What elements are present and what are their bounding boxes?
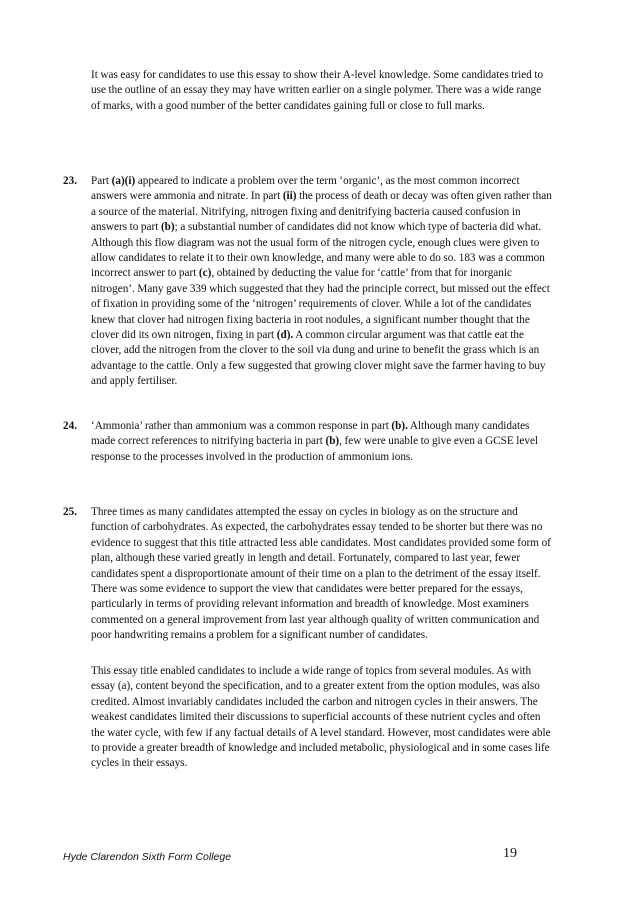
intro-paragraph: It was easy for candidates to use this essay to show their A-level knowledge. Some candidates tried to use the outline of an essay they may have written earlier on a single polymer. There was a wide range of marks, with a good number of the better candidates gaining full or close to full marks. [91, 69, 544, 112]
question-25-paragraph-1: Three times as many candidates attempted the essay on cycles in biology as on the structure and function of carbohydrates. As expected, the carbohydrates essay tended to be shorter but there was no evidence to suggest that this title attracted less able candidates. Most candidates provided some form of plan, although these varied greatly in length and detail. Fortunately, compared to last year, fewer candidates spent a disproportionate amount of their time on a plan to the detriment of the essay itself. There was some evidence to support the view that candidates were better prepared for the essays, particularly in terms of providing relevant information and breadth of knowledge. Most examiners commented on a general improvement from last year although quality of written communication and poor handwriting remains a problem for a significant number of candidates. [91, 506, 551, 642]
question-24-paragraph: ‘Ammonia’ rather than ammonium was a common response in part (b). Although many candidates made correct references to nitrifying bacteria in part (b), few were unable to give even a GCSE level response to the processes involved in the production of ammonium ions. [91, 420, 539, 463]
question-number-24: 24. [63, 420, 77, 432]
question-number-23: 23. [63, 175, 77, 187]
footer-institution: Hyde Clarendon Sixth Form College [63, 851, 232, 863]
question-number-25: 25. [63, 506, 77, 518]
question-23-paragraph: Part (a)(i) appeared to indicate a problem over the term ‘organic’, as the most common incorrect answers were ammonia and nitrate. In part (ii) the process of death or decay was often given rather than a source of the material. Nitrifying, nitrogen fixing and denitrifying bacteria caused confusion in answers to part (b); a substantial number of candidates did not know which type of bacteria did what. Although this flow diagram was not the usual form of the nitrogen cycle, enough clues were given to allow candidates to relate it to their own knowledge, and many were able to do so. 183 was a common incorrect answer to part (c), obtained by deducting the value for ‘cattle’ from that for inorganic nitrogen’. Many gave 339 which suggested that they had the principle correct, but missed out the effect of fixation in providing some of the ‘nitrogen’ requirements of clover. While a lot of the candidates knew that clover had nitrogen fixing bacteria in root nodules, a significant number thought that the clover did its own nitrogen, fixing in part (d). A common circular argument was that cattle eat the clover, add the nitrogen from the clover to the soil via dung and urine to benefit the grass which is an advantage to the cattle. Only a few suggested that growing clover might save the farmer having to buy and apply fertiliser. [91, 175, 552, 388]
question-25-paragraph-2: This essay title enabled candidates to include a wide range of topics from several modules. As with essay (a), content beyond the specification, and to a greater extent from the option modules, was also credited. Almost invariably candidates included the carbon and nitrogen cycles in their answers. The weakest candidates limited their discussions to superficial accounts of these nutrient cycles and often the water cycle, with few if any factual details of A level standard. However, most candidates were able to provide a greater breadth of knowledge and included metabolic, physiological and in some cases life cycles in their essays. [91, 665, 551, 770]
footer-page-number: 19 [503, 846, 517, 861]
